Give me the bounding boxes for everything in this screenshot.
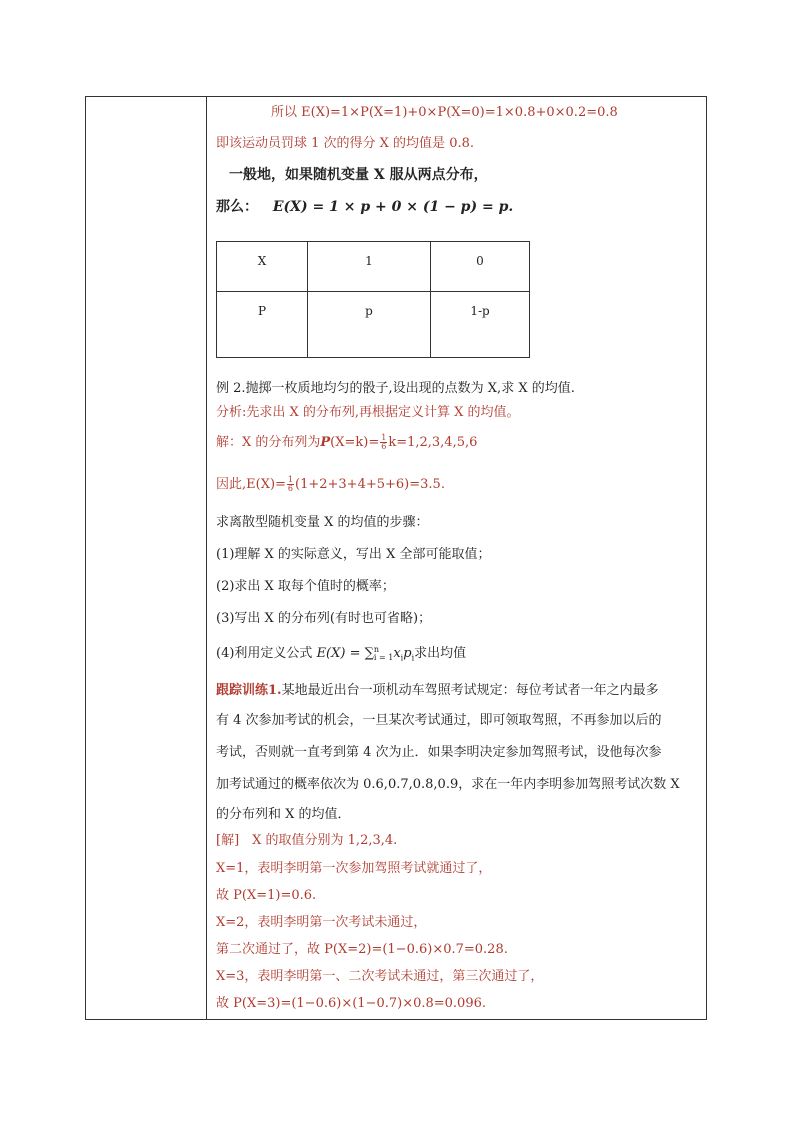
table-row xyxy=(217,242,530,292)
fraction-numerator: 1 xyxy=(381,433,387,442)
step-2: (2)求出 X 取每个值时的概率； xyxy=(216,579,395,594)
tracking-exercise-label: 跟踪训练1. xyxy=(216,683,282,698)
step4-formula: E(X) = ∑ xyxy=(316,646,374,661)
table-cell: P xyxy=(217,292,308,358)
example-2: 例 2.抛掷一枚质地均匀的骰子,设出现的点数为 X,求 X 的均值. xyxy=(216,381,575,396)
therefore-sum: (1+2+3+4+5+6)=3.5. xyxy=(295,477,445,492)
sum-limits xyxy=(374,646,393,662)
answer-line-6: X=3，表明李明第一、二次考试未通过，第三次通过了， xyxy=(216,969,544,984)
formula-body: E(X) = 1 × p + 0 × (1 − p) = p. xyxy=(272,199,514,215)
answer-line-7: 故 P(X=3)=(1−0.6)×(1−0.7)×0.8=0.096. xyxy=(216,996,486,1011)
therefore-prefix: 因此,E(X)= xyxy=(216,477,286,492)
tracking-exercise-line-5: 的分布列和 X 的均值． xyxy=(216,807,351,822)
fraction-one-sixth xyxy=(287,476,294,493)
steps-title: 求离散型随机变量 X 的均值的步骤： xyxy=(216,515,429,530)
answer-line-3: 故 P(X=1)=0.6. xyxy=(216,888,317,903)
fraction-one-sixth xyxy=(380,434,387,451)
mean-conclusion: 即该运动员罚球 1 次的得分 X 的均值是 0.8. xyxy=(216,136,474,151)
step4-x: x xyxy=(393,646,401,661)
step4-suffix: 求出均值 xyxy=(414,646,467,661)
fraction-numerator: 1 xyxy=(287,475,294,484)
tracking-exercise-line-2: 有 4 次参加考试的机会，一旦某次考试通过，即可领取驾照，不再参加以后的 xyxy=(216,713,662,728)
answer-line-2: X=1，表明李明第一次参加驾照考试就通过了， xyxy=(216,861,492,876)
column-divider xyxy=(206,96,207,1020)
table-cell: 1-p xyxy=(431,292,530,358)
step4-p-index: i xyxy=(411,653,415,663)
solution-prefix: 解：X 的分布列为 xyxy=(216,435,321,450)
tracking-text-1: 某地最近出台一项机动车驾照考试规定：每位考试者一年之内最多 xyxy=(281,683,659,698)
solution-line xyxy=(216,434,477,452)
sum-lower: i = 1 xyxy=(373,652,394,662)
therefore-line xyxy=(216,476,445,494)
step-4 xyxy=(216,645,466,668)
answer-line-5: 第二次通过了，故 P(X=2)=(1−0.6)×0.7=0.28. xyxy=(216,942,508,957)
tracking-exercise-line-4: 加考试通过的概率依次为 0.6,0.7,0.8,0.9，求在一年内李明参加驾照考试次数 X xyxy=(216,777,680,792)
fraction-denominator: 6 xyxy=(287,484,294,493)
distribution-table xyxy=(216,241,530,358)
solution-p: P xyxy=(320,435,331,450)
solution-range: k=1,2,3,4,5,6 xyxy=(388,435,478,450)
expectation-result-line: 所以 E(X)=1×P(X=1)+0×P(X=0)=1×0.8+0×0.2=0.8 xyxy=(271,105,618,120)
formula-prefix: 那么： xyxy=(216,199,258,215)
step4-x-index: i xyxy=(400,653,404,663)
two-point-formula xyxy=(216,198,513,216)
tracking-exercise-line-3: 考试，否则就一直考到第 4 次为止．如果李明决定参加驾照考试，设他每次参 xyxy=(216,745,662,760)
step-1: (1)理解 X 的实际意义，写出 X 全部可能取值； xyxy=(216,547,491,562)
step4-prefix: (4)利用定义公式 xyxy=(216,646,313,661)
table-cell: X xyxy=(217,242,308,292)
table-cell: p xyxy=(308,292,431,358)
answer-line-4: X=2，表明李明第一次考试未通过， xyxy=(216,915,427,930)
analysis-line: 分析:先求出 X 的分布列,再根据定义计算 X 的均值。 xyxy=(216,405,520,420)
step4-p: p xyxy=(403,646,412,661)
answer-line-1: [解] X 的取值分别为 1,2,3,4. xyxy=(216,833,398,848)
fraction-denominator: 6 xyxy=(381,442,387,451)
step-3: (3)写出 X 的分布列(有时也可省略)； xyxy=(216,611,432,626)
solution-event: (X=k)= xyxy=(330,435,380,450)
table-cell: 1 xyxy=(308,242,431,292)
two-point-intro: 一般地，如果随机变量 X 服从两点分布， xyxy=(229,167,488,183)
tracking-exercise-line-1 xyxy=(216,682,659,700)
table-cell: 0 xyxy=(431,242,530,292)
table-row xyxy=(217,292,530,358)
sum-upper: n xyxy=(373,644,380,654)
